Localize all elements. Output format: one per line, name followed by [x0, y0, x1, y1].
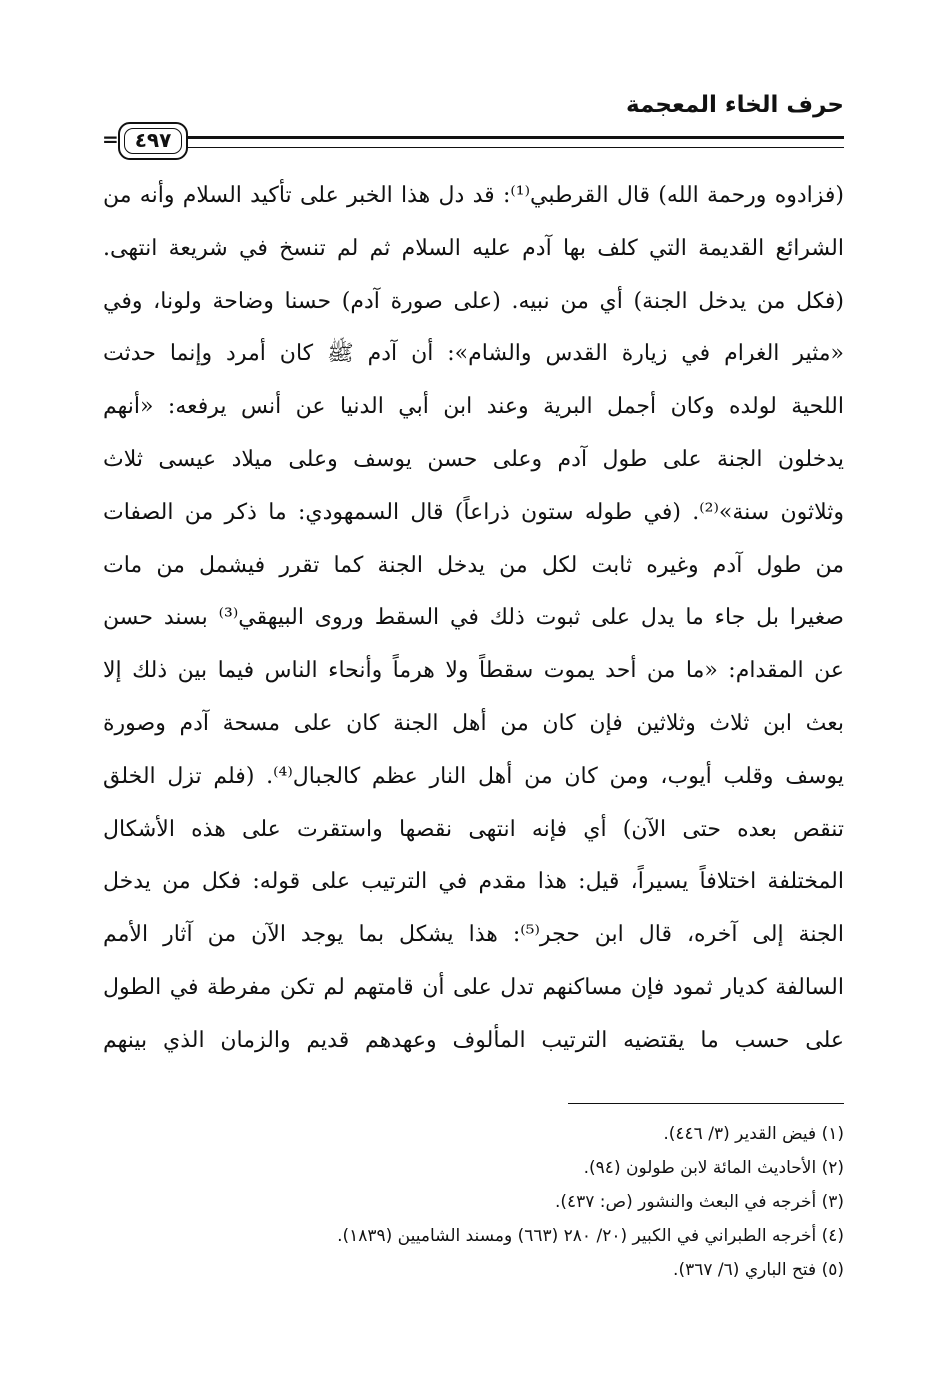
text-line: اللحية لولده وكان أجمل البرية وعند ابن أبي الدنيا عن أنس يرفعه: «أنهم [103, 394, 844, 420]
header-rule-mark: = [102, 127, 119, 151]
footnote: (٢) الأحاديث المائة لابن طولون (٩٤). [583, 1158, 844, 1178]
text-line: يدخلون الجنة على طول آدم وعلى حسن يوسف وعلى ميلاد عيسى ثلاث [103, 446, 844, 472]
text-line: الشرائع القديمة التي كلف بها آدم عليه السلام ثم لم تنسخ في شريعة انتهى. [103, 235, 844, 261]
footnote: (١) فيض القدير (٣/ ٤٤٦). [663, 1124, 844, 1144]
footnote: (٣) أخرجه في البعث والنشور (ص: ٤٣٧). [554, 1192, 844, 1212]
footnote: (٤) أخرجه الطبراني في الكبير (٢٠/ ٢٨٠ (٦٦٣) ومسند الشاميين (١٨٣٩). [337, 1226, 844, 1246]
text-line: الجنة إلى آخره، قال ابن حجر⁽⁵⁾: هذا يشكل بما يوجد الآن من آثار الأمم [103, 922, 844, 948]
text-line: على حسب ما يقتضيه الترتيب المألوف وعهدهم قديم والزمان الذي بينهم [103, 1027, 844, 1053]
page-number: ٤٩٧ [134, 128, 172, 152]
text-line: عن المقدام: «ما من أحد يموت سقطاً ولا هرماً وأنحاء الناس فيما بين ذلك إلا [103, 658, 844, 684]
main-text [103, 170, 844, 1068]
text-line: المختلفة اختلافاً يسيراً، قيل: هذا مقدم في الترتيب على قوله: فكل من يدخل [103, 869, 844, 895]
header-double-rule [188, 136, 844, 148]
footnotes [103, 1117, 844, 1287]
text-line: صغيرا بل جاء ما يدل على ثبوت ذلك في السقط وروى البيهقي⁽³⁾ بسند حسن [103, 605, 844, 631]
running-title: حرف الخاء المعجمة [626, 92, 844, 118]
text-line: يوسف وقلب أيوب، ومن كان من أهل النار عظم كالجبال⁽⁴⁾. (فلم تزل الخلق [103, 763, 844, 789]
text-line: «مثير الغرام في زيارة القدس والشام»: أن آدم ﷺ كان أمرد وإنما حدثت [103, 341, 844, 367]
text-line: السالفة كديار ثمود فإن مساكنهم تدل على أن قامتهم لم تكن مفرطة في الطول [103, 974, 844, 1000]
footnote: (٥) فتح الباري (٦/ ٣٦٧). [673, 1260, 844, 1280]
text-line: وثلاثون سنة»⁽²⁾. (في طوله ستون ذراعاً) قال السمهودي: ما ذكر من الصفات [103, 499, 844, 525]
text-line: (فزادوه ورحمة الله) قال القرطبي⁽¹⁾: قد دل هذا الخبر على تأكيد السلام وأنه من [103, 183, 844, 208]
text-line: بعث ابن ثلاث وثلاثين فإن كان من أهل الجنة كان على مسحة آدم وصورة [103, 710, 844, 736]
text-line: (فكل من يدخل الجنة) أي من نبيه. (على صورة آدم) حسنا وضاحة ولونا، وفي [103, 288, 844, 314]
footnote-separator [568, 1103, 844, 1104]
text-line: تنقص بعده حتى الآن) أي فإنه انتهى نقصها واستقرت على هذه الأشكال [103, 816, 844, 842]
page-number-frame [118, 122, 188, 160]
text-line: من طول آدم وغيره ثابت لكل من يدخل الجنة كما تقرر فيشمل من مات [103, 552, 844, 578]
